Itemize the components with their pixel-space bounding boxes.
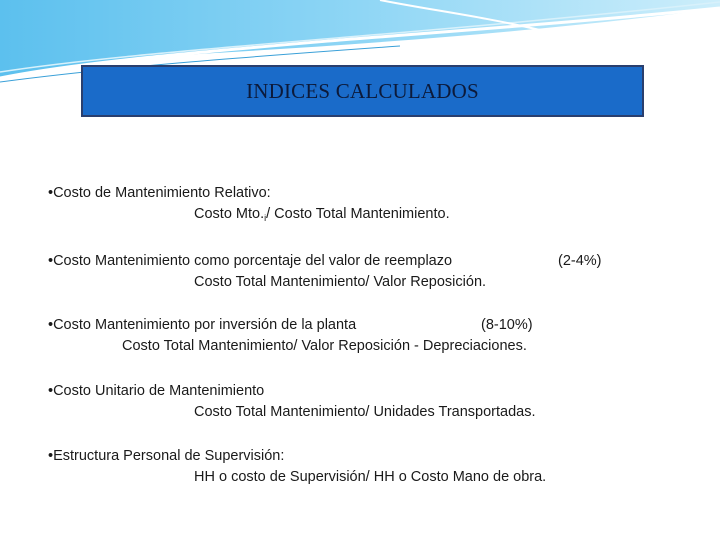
index-formula [194,204,450,229]
index-label: Costo Unitario de Mantenimiento [53,383,265,399]
index-formula: Costo Total Mantenimiento/ Valor Reposición - Depreciaciones. [122,338,527,354]
index-formula: Costo Total Mantenimiento/ Valor Reposición. [194,274,487,290]
formula-part: Costo Mto. [194,206,265,222]
index-label: Costo Mantenimiento como porcentaje del valor de reemplazo [53,253,453,269]
index-formula: HH o costo de Supervisión/ HH o Costo Mano de obra. [194,469,547,485]
index-item-replacement-value [48,251,602,293]
formula-subscript: i [264,213,267,223]
index-formula: Costo Total Mantenimiento/ Unidades Transportadas. [194,404,536,420]
index-label: Costo Mantenimiento por inversión de la planta [53,317,357,333]
formula-part: / Costo Total Mantenimiento. [266,206,450,222]
index-item-relative-cost [48,183,450,225]
index-item-unit-cost [48,381,536,423]
page-title: INDICES CALCULADOS [246,78,479,103]
bullet: • [48,253,54,269]
bullet: • [48,317,54,333]
index-label: Estructura Personal de Supervisión: [53,448,285,464]
index-range-note: (2-4%) [558,253,602,269]
index-range-note: (8-10%) [481,317,533,333]
index-item-supervision-structure [48,446,547,488]
bullet: • [48,185,54,201]
index-label: Costo de Mantenimiento Relativo: [53,185,271,201]
index-item-plant-investment [48,315,533,357]
bullet: • [48,448,54,464]
bullet: • [48,383,54,399]
title-banner [81,65,644,117]
